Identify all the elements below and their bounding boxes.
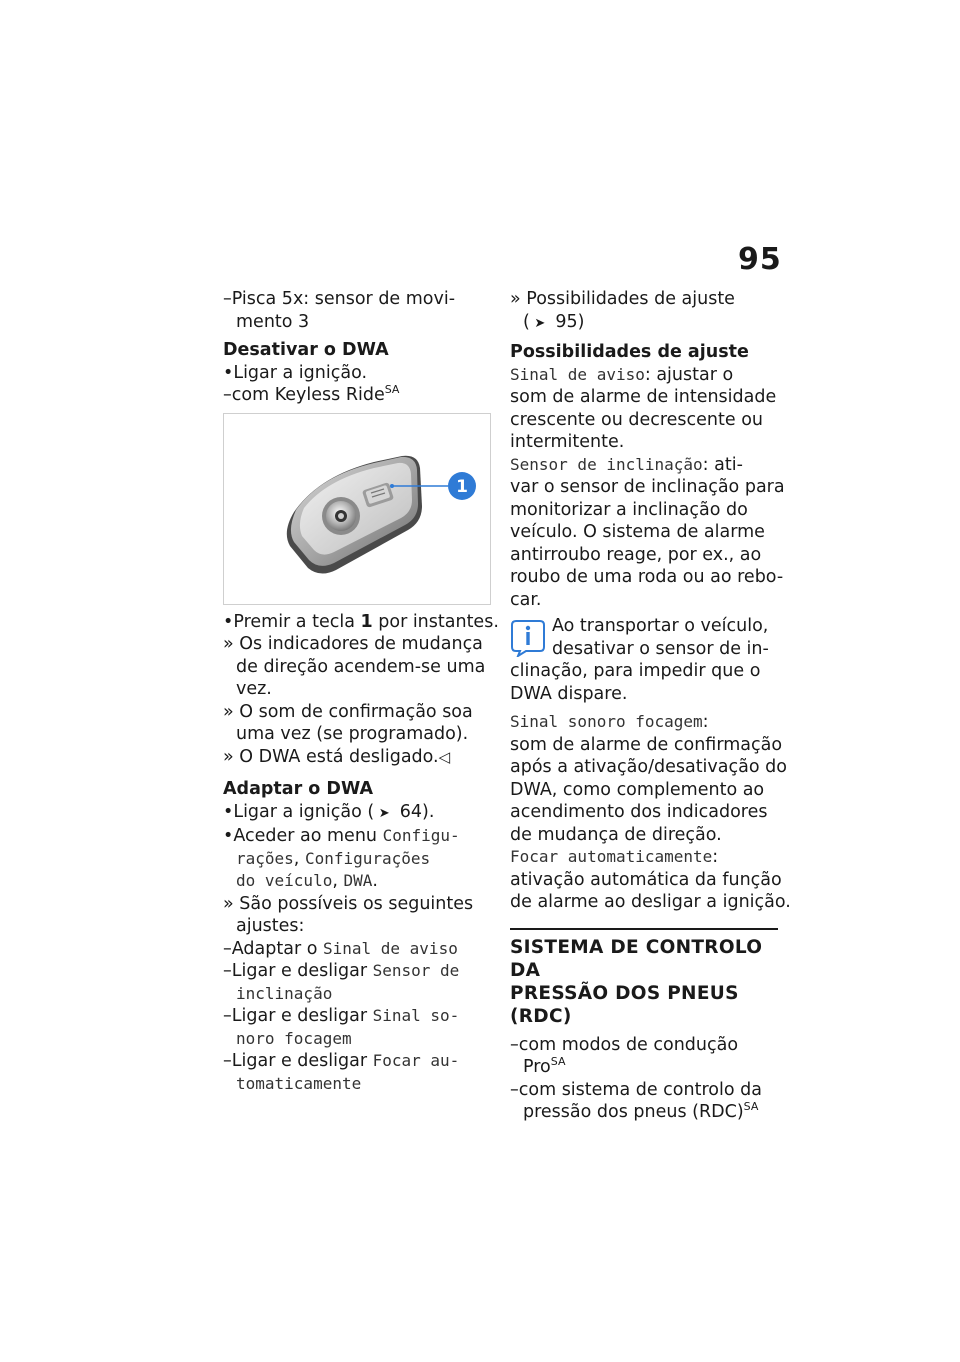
text-line: » São possíveis os seguintes	[223, 893, 474, 914]
text-line: •Aceder ao menu Configu-	[223, 826, 460, 846]
heading-desativar: Desativar o DWA	[223, 340, 389, 360]
text-line: de alarme ao desligar a ignição.	[510, 892, 791, 912]
page-ref-arrow-icon: ➤	[534, 315, 546, 331]
left-column	[223, 288, 499, 1095]
keyfob-illustration	[224, 414, 490, 604]
text-line: –com sistema de controlo da	[510, 1079, 762, 1100]
text-line: –Adaptar o Sinal de aviso	[223, 938, 458, 959]
text-line: após a ativação/desativação do	[510, 757, 787, 777]
sa-marker: SA	[384, 383, 400, 397]
text-line: Ao transportar o veículo,	[552, 616, 769, 636]
text-line: Sinal sonoro focagem:	[510, 712, 709, 732]
callout-label: 1	[456, 476, 468, 497]
text-line: •Ligar a ignição.	[223, 362, 368, 383]
text-line: crescente ou decrescente ou	[510, 409, 764, 430]
page-ref-arrow-icon: ➤	[378, 805, 390, 821]
info-icon	[510, 617, 546, 657]
sa-marker: SA	[550, 1055, 566, 1069]
text-line: –com Keyless Ride$^{SA}$	[223, 383, 400, 405]
section-heading-rdc: PRESSÃO DOS PNEUS (RDC)	[510, 982, 739, 1027]
text-line: » O DWA está desligado.◁	[223, 746, 451, 767]
text-line: rações, Configurações	[236, 848, 431, 869]
heading-adaptar: Adaptar o DWA	[223, 779, 374, 799]
text-line: Sinal de aviso: ajustar o	[510, 364, 734, 385]
text-line: –Ligar e desligar Sinal so-	[223, 1006, 460, 1026]
text-line: •Ligar a ignição ( ➤ 64).	[223, 801, 493, 826]
text-line: ativação automática da função	[510, 869, 782, 890]
text-line: –com modos de condução	[510, 1034, 739, 1055]
text-line: Sensor de inclinação: ati-	[510, 454, 743, 475]
text-line: var o sensor de inclinação para	[510, 477, 785, 497]
text-line: » Os indicadores de mudança	[223, 634, 483, 654]
text-line: tomaticamente	[236, 1073, 362, 1093]
text-line: noro focagem	[236, 1028, 352, 1048]
text-line: som de alarme de intensidade	[510, 387, 777, 407]
text-line: monitorizar a inclinação do	[510, 499, 748, 520]
text-line: acendimento dos indicadores	[510, 802, 768, 822]
text-line: car.	[510, 589, 542, 610]
sa-marker: SA	[743, 1100, 759, 1114]
text-line: veículo. O sistema de alarme	[510, 522, 765, 542]
text-line: –Ligar e desligar Sensor de	[223, 961, 460, 981]
text-line: intermitente.	[510, 432, 625, 452]
text-line: mento 3	[236, 311, 310, 332]
text-line: Pro$^{SA}$	[523, 1055, 566, 1077]
text-line: roubo de uma roda ou ao rebo-	[510, 567, 784, 587]
text-line: antirroubo reage, por ex., ao	[510, 544, 762, 565]
text-line: » O som de confirmação soa	[223, 701, 473, 722]
text-line: uma vez (se programado).	[236, 724, 469, 744]
text-line: Focar automaticamente:	[510, 847, 719, 867]
text-line: clinação, para impedir que o	[510, 661, 761, 681]
end-mark-icon: ◁	[438, 747, 451, 766]
text-line: desativar o sensor de in-	[552, 638, 769, 659]
text-line: –Ligar e desligar Focar au-	[223, 1051, 460, 1071]
keyfob-figure	[223, 413, 491, 605]
text-line: –Pisca 5x: sensor de movi-	[223, 289, 456, 309]
text-line: DWA, como complemento ao	[510, 779, 765, 800]
section-divider	[510, 928, 778, 930]
text-line: inclinação	[236, 983, 333, 1003]
page-number: 95	[738, 242, 782, 277]
text-line: » Possibilidades de ajuste	[510, 289, 735, 309]
section-heading-rdc: SISTEMA DE CONTROLO DA	[510, 936, 763, 981]
info-note	[510, 615, 782, 705]
text-line: do veículo, DWA.	[236, 871, 378, 891]
text-line: som de alarme de confirmação	[510, 734, 783, 755]
text-line: de direção acendem-se uma	[236, 656, 486, 677]
text-line: ajustes:	[236, 916, 305, 936]
text-line: de mudança de direção.	[510, 824, 722, 845]
right-column	[510, 288, 791, 1124]
text-line: vez.	[236, 679, 272, 699]
text-line: pressão dos pneus (RDC)$^{SA}$	[523, 1100, 759, 1122]
text-line: •Premir a tecla 1 por instantes.	[223, 611, 499, 632]
text-line: ( ➤ 95)	[510, 311, 782, 336]
text-line: DWA dispare.	[510, 683, 628, 704]
heading-possibilidades: Possibilidades de ajuste	[510, 342, 749, 362]
